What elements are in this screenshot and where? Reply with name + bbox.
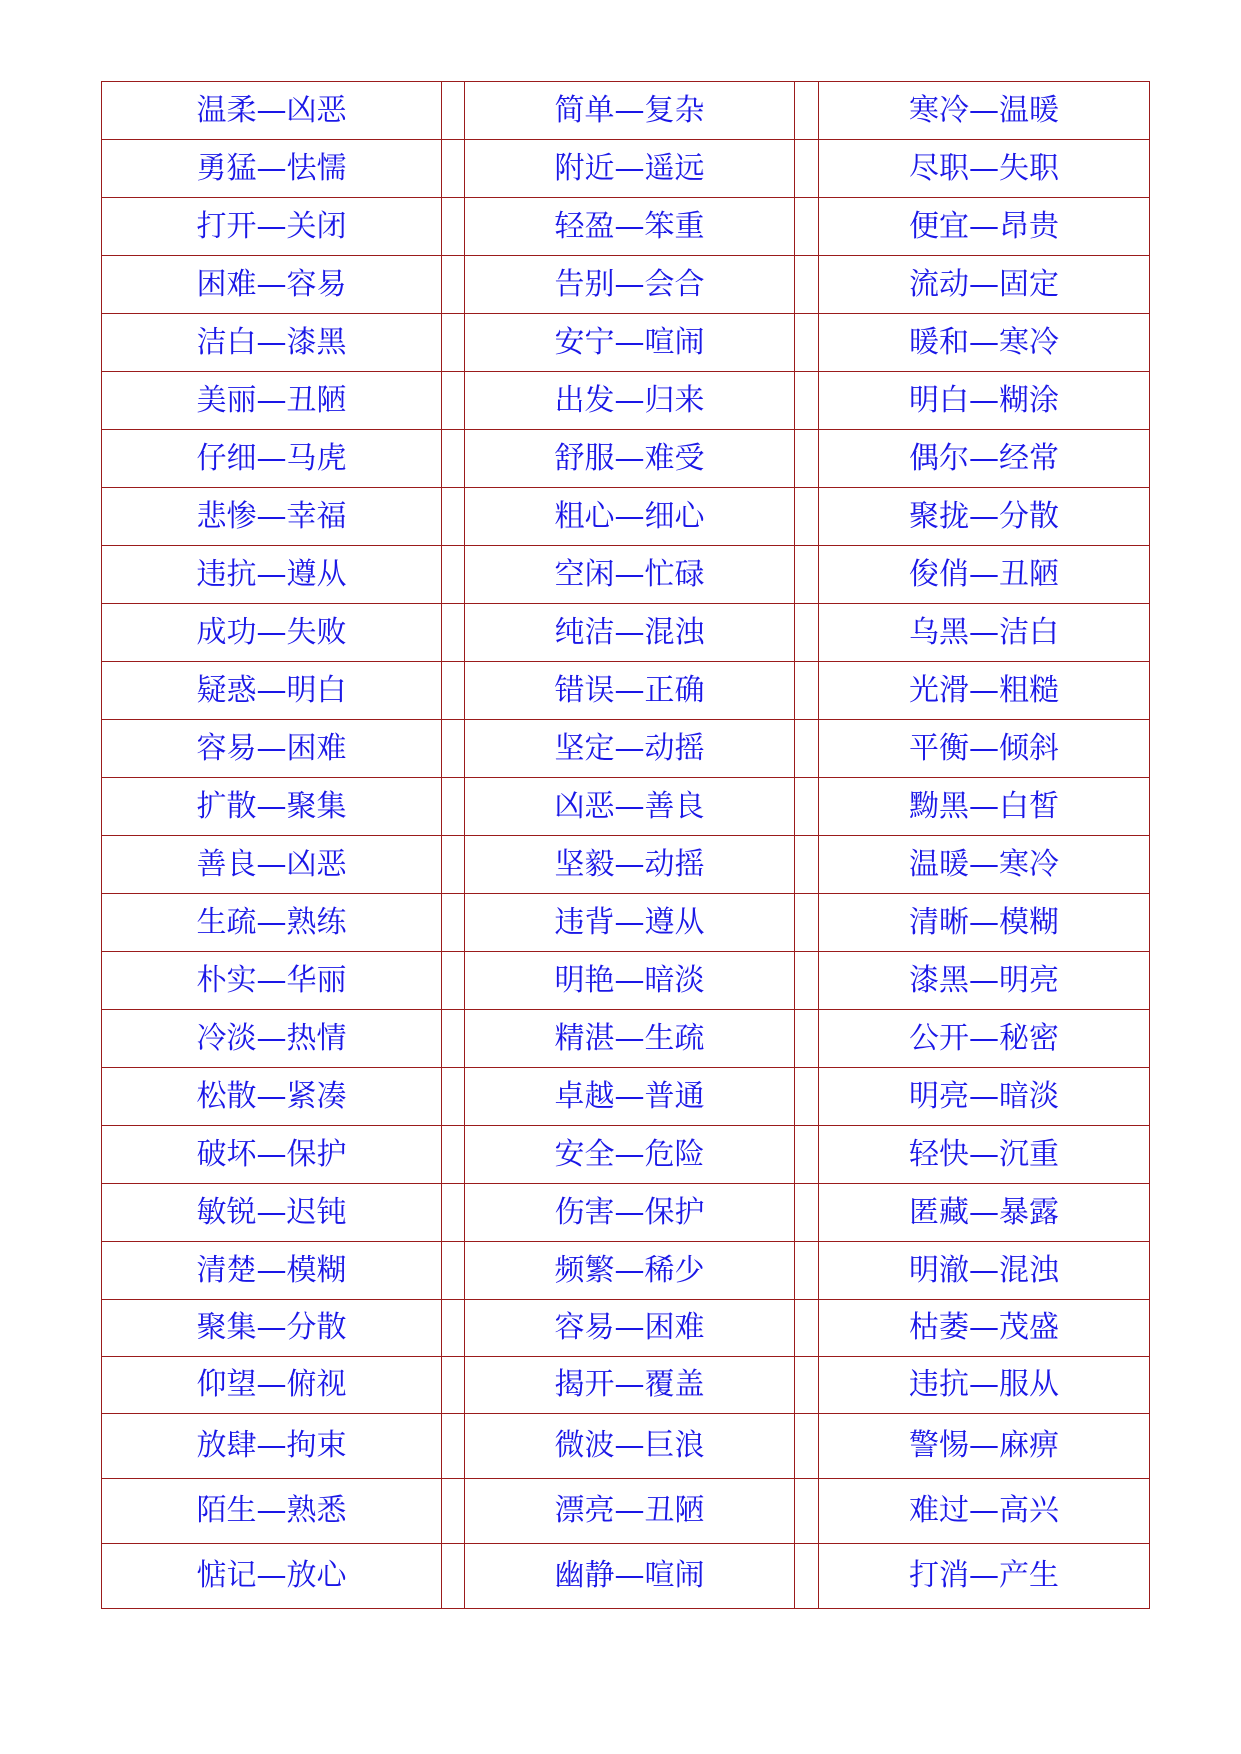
antonym-pair-cell: 漆黑—明亮 (819, 952, 1150, 1010)
antonym-pair-cell: 粗心—细心 (465, 488, 795, 546)
table-row (102, 1414, 1150, 1479)
antonym-pair-cell: 告别—会合 (465, 256, 795, 314)
antonym-pair-cell: 明亮—暗淡 (819, 1068, 1150, 1126)
table-row (102, 488, 1150, 546)
column-gap-cell (795, 1242, 819, 1300)
antonym-pair-cell: 洁白—漆黑 (102, 314, 442, 372)
column-gap-cell (442, 1479, 465, 1544)
antonym-pair-cell: 仰望—俯视 (102, 1357, 442, 1414)
antonym-pair-cell: 惦记—放心 (102, 1544, 442, 1609)
antonym-pair-cell: 附近—遥远 (465, 140, 795, 198)
antonym-pair-cell: 乌黑—洁白 (819, 604, 1150, 662)
antonym-pair-cell: 陌生—熟悉 (102, 1479, 442, 1544)
column-gap-cell (795, 604, 819, 662)
antonym-pair-cell: 轻盈—笨重 (465, 198, 795, 256)
antonym-pair-cell: 错误—正确 (465, 662, 795, 720)
antonym-pair-cell: 频繁—稀少 (465, 1242, 795, 1300)
column-gap-cell (795, 662, 819, 720)
column-gap-cell (442, 1357, 465, 1414)
column-gap-cell (795, 1544, 819, 1609)
table-row (102, 1010, 1150, 1068)
antonym-pair-cell: 暖和—寒冷 (819, 314, 1150, 372)
antonym-pair-cell: 美丽—丑陋 (102, 372, 442, 430)
antonym-pair-cell: 凶恶—善良 (465, 778, 795, 836)
column-gap-cell (795, 140, 819, 198)
antonym-pair-cell: 便宜—昂贵 (819, 198, 1150, 256)
column-gap-cell (795, 82, 819, 140)
antonym-pair-cell: 精湛—生疏 (465, 1010, 795, 1068)
column-gap-cell (795, 314, 819, 372)
antonym-pair-cell: 平衡—倾斜 (819, 720, 1150, 778)
antonym-pair-cell: 匿藏—暴露 (819, 1184, 1150, 1242)
antonym-pair-cell: 困难—容易 (102, 256, 442, 314)
antonym-sheet (101, 81, 1149, 1609)
antonym-pair-cell: 清晰—模糊 (819, 894, 1150, 952)
antonym-pair-cell: 容易—困难 (102, 720, 442, 778)
column-gap-cell (442, 1414, 465, 1479)
column-gap-cell (442, 952, 465, 1010)
column-gap-cell (795, 836, 819, 894)
antonym-pair-cell: 俊俏—丑陋 (819, 546, 1150, 604)
column-gap-cell (442, 1068, 465, 1126)
column-gap-cell (442, 372, 465, 430)
antonym-pair-cell: 违抗—遵从 (102, 546, 442, 604)
column-gap-cell (795, 198, 819, 256)
table-row (102, 1242, 1150, 1300)
column-gap-cell (795, 430, 819, 488)
column-gap-cell (442, 1300, 465, 1357)
antonym-pair-cell: 勇猛—怯懦 (102, 140, 442, 198)
column-gap-cell (442, 546, 465, 604)
column-gap-cell (795, 1184, 819, 1242)
table-row (102, 604, 1150, 662)
column-gap-cell (795, 1068, 819, 1126)
column-gap-cell (442, 488, 465, 546)
antonym-pair-cell: 警惕—麻痹 (819, 1414, 1150, 1479)
antonym-pair-cell: 揭开—覆盖 (465, 1357, 795, 1414)
table-row (102, 720, 1150, 778)
column-gap-cell (795, 372, 819, 430)
column-gap-cell (442, 778, 465, 836)
column-gap-cell (442, 836, 465, 894)
column-gap-cell (795, 1479, 819, 1544)
antonym-pair-cell: 光滑—粗糙 (819, 662, 1150, 720)
antonym-pair-cell: 清楚—模糊 (102, 1242, 442, 1300)
column-gap-cell (442, 1544, 465, 1609)
antonym-pair-cell: 尽职—失职 (819, 140, 1150, 198)
antonym-pair-cell: 明艳—暗淡 (465, 952, 795, 1010)
table-row (102, 1184, 1150, 1242)
antonym-pair-cell: 聚集—分散 (102, 1300, 442, 1357)
antonym-pair-cell: 坚毅—动摇 (465, 836, 795, 894)
table-row (102, 314, 1150, 372)
column-gap-cell (442, 894, 465, 952)
table-row (102, 82, 1150, 140)
column-gap-cell (442, 1126, 465, 1184)
column-gap-cell (442, 198, 465, 256)
table-row (102, 430, 1150, 488)
antonym-pair-cell: 漂亮—丑陋 (465, 1479, 795, 1544)
antonym-pair-cell: 扩散—聚集 (102, 778, 442, 836)
antonym-table-body (102, 82, 1150, 1609)
antonym-pair-cell: 纯洁—混浊 (465, 604, 795, 662)
antonym-pair-cell: 松散—紧凑 (102, 1068, 442, 1126)
antonym-pair-cell: 善良—凶恶 (102, 836, 442, 894)
antonym-pair-cell: 明白—糊涂 (819, 372, 1150, 430)
antonym-pair-cell: 生疏—熟练 (102, 894, 442, 952)
antonym-pair-cell: 空闲—忙碌 (465, 546, 795, 604)
table-row (102, 894, 1150, 952)
antonym-pair-cell: 安全—危险 (465, 1126, 795, 1184)
antonym-pair-cell: 温柔—凶恶 (102, 82, 442, 140)
antonym-pair-cell: 出发—归来 (465, 372, 795, 430)
antonym-pair-cell: 打开—关闭 (102, 198, 442, 256)
column-gap-cell (795, 1414, 819, 1479)
antonym-pair-cell: 破坏—保护 (102, 1126, 442, 1184)
antonym-pair-cell: 明澈—混浊 (819, 1242, 1150, 1300)
column-gap-cell (442, 604, 465, 662)
column-gap-cell (795, 778, 819, 836)
table-row (102, 1068, 1150, 1126)
antonym-pair-cell: 坚定—动摇 (465, 720, 795, 778)
column-gap-cell (442, 256, 465, 314)
antonym-pair-cell: 违抗—服从 (819, 1357, 1150, 1414)
antonym-pair-cell: 公开—秘密 (819, 1010, 1150, 1068)
column-gap-cell (442, 720, 465, 778)
antonym-pair-cell: 轻快—沉重 (819, 1126, 1150, 1184)
antonym-pair-cell: 简单—复杂 (465, 82, 795, 140)
antonym-pair-cell: 仔细—马虎 (102, 430, 442, 488)
column-gap-cell (442, 1184, 465, 1242)
table-row (102, 546, 1150, 604)
antonym-pair-cell: 幽静—喧闹 (465, 1544, 795, 1609)
antonym-pair-cell: 朴实—华丽 (102, 952, 442, 1010)
table-row (102, 1126, 1150, 1184)
column-gap-cell (795, 488, 819, 546)
antonym-pair-cell: 偶尔—经常 (819, 430, 1150, 488)
antonym-pair-cell: 微波—巨浪 (465, 1414, 795, 1479)
table-row (102, 662, 1150, 720)
table-row (102, 1300, 1150, 1357)
table-row (102, 952, 1150, 1010)
column-gap-cell (795, 546, 819, 604)
column-gap-cell (442, 662, 465, 720)
column-gap-cell (795, 1126, 819, 1184)
antonym-pair-cell: 打消—产生 (819, 1544, 1150, 1609)
antonym-pair-cell: 舒服—难受 (465, 430, 795, 488)
table-row (102, 1357, 1150, 1414)
antonym-pair-cell: 黝黑—白皙 (819, 778, 1150, 836)
table-row (102, 256, 1150, 314)
antonym-table (101, 81, 1150, 1609)
table-row (102, 198, 1150, 256)
antonym-pair-cell: 违背—遵从 (465, 894, 795, 952)
antonym-pair-cell: 容易—困难 (465, 1300, 795, 1357)
column-gap-cell (442, 82, 465, 140)
column-gap-cell (795, 256, 819, 314)
column-gap-cell (442, 1010, 465, 1068)
antonym-pair-cell: 伤害—保护 (465, 1184, 795, 1242)
antonym-pair-cell: 冷淡—热情 (102, 1010, 442, 1068)
antonym-pair-cell: 敏锐—迟钝 (102, 1184, 442, 1242)
table-row (102, 372, 1150, 430)
antonym-pair-cell: 流动—固定 (819, 256, 1150, 314)
table-row (102, 778, 1150, 836)
column-gap-cell (442, 1242, 465, 1300)
table-row (102, 1544, 1150, 1609)
column-gap-cell (795, 894, 819, 952)
column-gap-cell (795, 1010, 819, 1068)
antonym-pair-cell: 卓越—普通 (465, 1068, 795, 1126)
antonym-pair-cell: 温暖—寒冷 (819, 836, 1150, 894)
column-gap-cell (795, 720, 819, 778)
antonym-pair-cell: 疑惑—明白 (102, 662, 442, 720)
antonym-pair-cell: 枯萎—茂盛 (819, 1300, 1150, 1357)
column-gap-cell (442, 140, 465, 198)
column-gap-cell (442, 430, 465, 488)
antonym-pair-cell: 安宁—喧闹 (465, 314, 795, 372)
antonym-pair-cell: 悲惨—幸福 (102, 488, 442, 546)
column-gap-cell (795, 952, 819, 1010)
column-gap-cell (795, 1357, 819, 1414)
antonym-pair-cell: 放肆—拘束 (102, 1414, 442, 1479)
antonym-pair-cell: 难过—高兴 (819, 1479, 1150, 1544)
antonym-pair-cell: 寒冷—温暖 (819, 82, 1150, 140)
column-gap-cell (795, 1300, 819, 1357)
column-gap-cell (442, 314, 465, 372)
table-row (102, 1479, 1150, 1544)
table-row (102, 140, 1150, 198)
antonym-pair-cell: 成功—失败 (102, 604, 442, 662)
table-row (102, 836, 1150, 894)
antonym-pair-cell: 聚拢—分散 (819, 488, 1150, 546)
